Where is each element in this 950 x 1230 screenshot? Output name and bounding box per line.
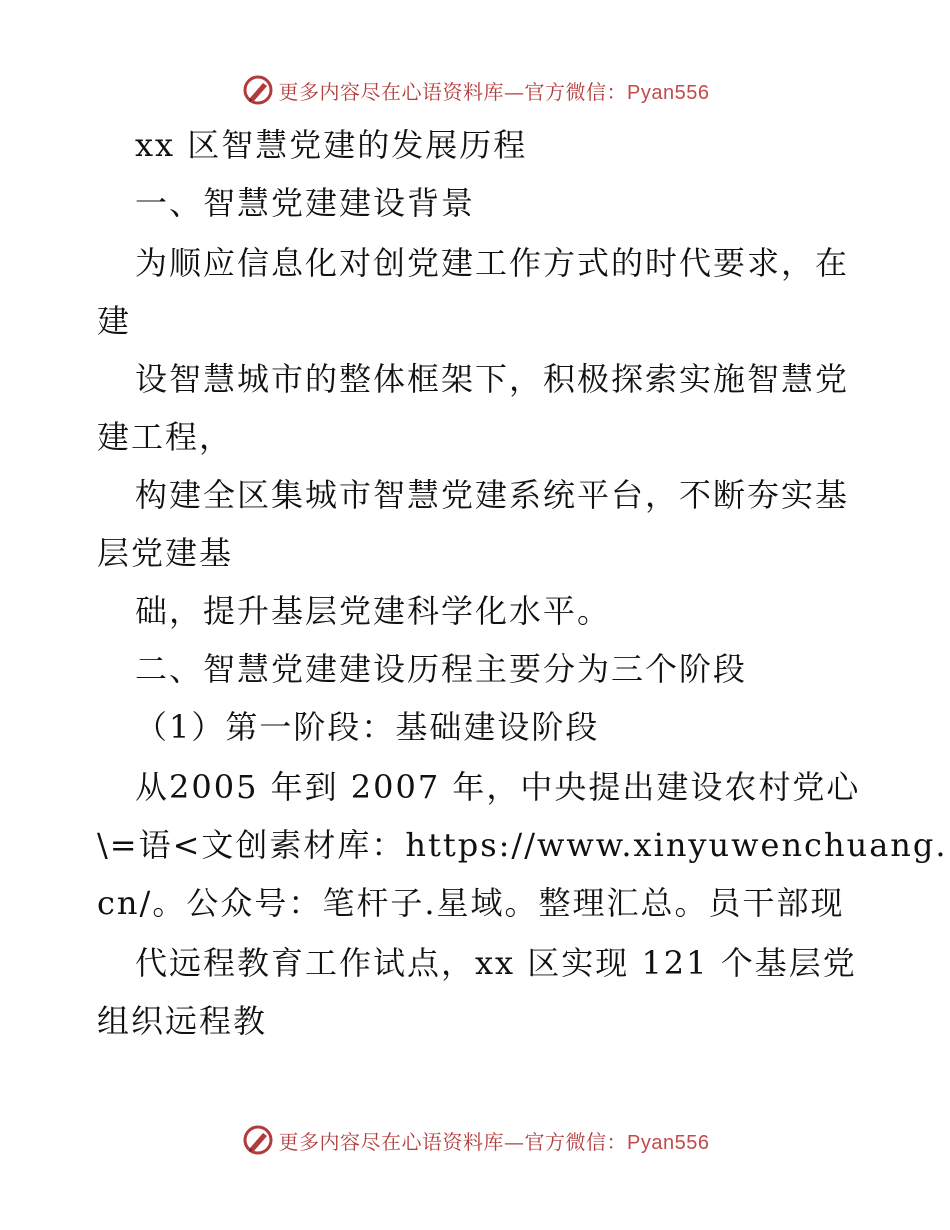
paragraph-line: 建工程， — [97, 418, 234, 456]
header-watermark — [0, 70, 950, 110]
paragraph-line: 从2005 年到 2007 年，中央提出建设农村党心 — [135, 768, 861, 806]
paragraph-line: 层党建基 — [97, 534, 234, 572]
paragraph-line: \=语<文创素材库：https://www.xinyuwenchuang. — [97, 826, 948, 864]
watermark-text — [279, 1126, 710, 1155]
subsection-heading: （1）第一阶段：基础建设阶段 — [135, 708, 600, 746]
pen-circle-logo-icon — [241, 73, 275, 107]
footer-watermark — [0, 1120, 950, 1160]
watermark-wechat-id: Pyan556 — [627, 1131, 710, 1154]
paragraph-line: 建 — [97, 302, 132, 340]
watermark-label: 更多内容尽在心语资料库—官方微信： — [278, 79, 628, 104]
paragraph-line: 代远程教育工作试点，xx 区实现 121 个基层党 — [135, 944, 857, 982]
watermark-text — [279, 76, 710, 105]
paragraph-line: 设智慧城市的整体框架下，积极探索实施智慧党 — [135, 360, 850, 398]
paragraph-line: 础，提升基层党建科学化水平。 — [135, 592, 612, 630]
section-heading: 一、智慧党建建设背景 — [135, 184, 476, 222]
pen-circle-logo-icon — [241, 1123, 275, 1157]
paragraph-line: 构建全区集城市智慧党建系统平台，不断夯实基 — [135, 476, 850, 514]
paragraph-line: cn/。公众号：笔杆子.星域。整理汇总。员干部现 — [97, 884, 845, 922]
paragraph-line: 为顺应信息化对创党建工作方式的时代要求，在 — [135, 244, 850, 282]
document-title: xx 区智慧党建的发展历程 — [135, 126, 528, 164]
section-heading: 二、智慧党建建设历程主要分为三个阶段 — [135, 650, 748, 688]
watermark-label: 更多内容尽在心语资料库—官方微信： — [278, 1129, 628, 1154]
paragraph-line: 组织远程教 — [97, 1002, 268, 1040]
watermark-wechat-id: Pyan556 — [627, 81, 710, 104]
